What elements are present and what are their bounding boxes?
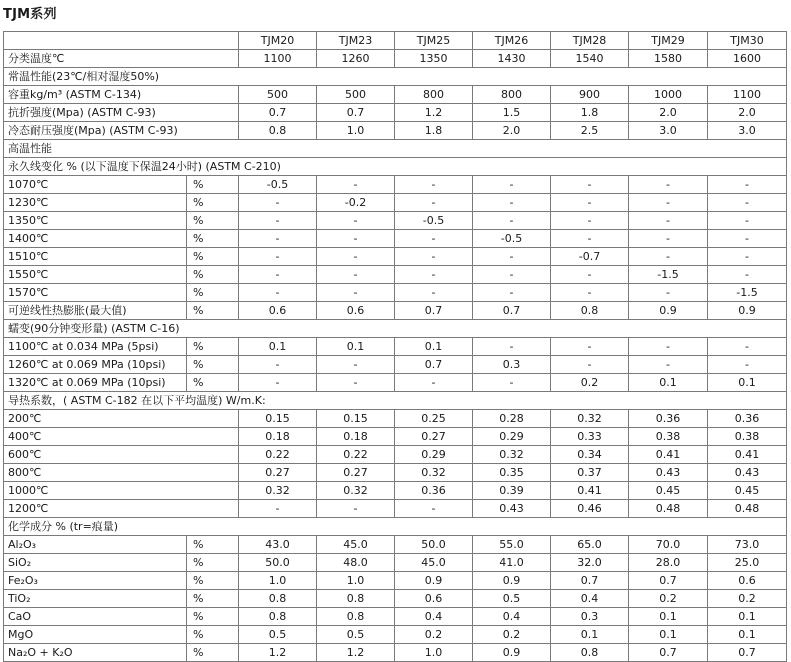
value-cell: 45.0 [317,536,395,554]
linear-change-row [4,230,787,248]
value-cell: - [395,230,473,248]
model-header-cell: TJM29 [629,32,708,50]
value-cell: 0.1 [551,626,629,644]
unit-cell: % [187,374,239,392]
conductivity-row [4,500,787,518]
value-cell: 32.0 [551,554,629,572]
chemical-row [4,590,787,608]
value-cell: -0.5 [473,230,551,248]
conductivity-row [4,446,787,464]
value-cell: -1.5 [708,284,787,302]
value-cell: 0.2 [708,590,787,608]
row-label: 抗折强度(Mpa) (ASTM C-93) [4,104,239,122]
value-cell: 0.5 [239,626,317,644]
value-cell: - [551,266,629,284]
value-cell: 1430 [473,50,551,68]
linear-change-row [4,266,787,284]
value-cell: 0.25 [395,410,473,428]
value-cell: 0.22 [317,446,395,464]
normal-section-title [4,68,787,86]
value-cell: 0.9 [708,302,787,320]
value-cell: - [395,266,473,284]
value-cell: 0.41 [629,446,708,464]
value-cell: - [239,230,317,248]
value-cell: - [395,500,473,518]
value-cell: 0.2 [395,626,473,644]
value-cell: - [317,212,395,230]
row-label: Fe₂O₃ [4,572,187,590]
value-cell: - [629,356,708,374]
value-cell: 0.6 [239,302,317,320]
value-cell: 0.3 [551,608,629,626]
value-cell: - [708,266,787,284]
value-cell: 0.1 [708,608,787,626]
unit-cell: % [187,356,239,374]
value-cell: 0.5 [317,626,395,644]
value-cell: - [551,230,629,248]
value-cell: - [317,374,395,392]
value-cell: 0.45 [629,482,708,500]
value-cell: 0.9 [473,644,551,662]
value-cell: 0.38 [708,428,787,446]
value-cell: 0.27 [239,464,317,482]
value-cell: - [708,338,787,356]
value-cell: 0.41 [708,446,787,464]
value-cell: 3.0 [629,122,708,140]
row-label: 1400℃ [4,230,187,248]
value-cell: 0.7 [317,104,395,122]
value-cell: 0.2 [551,374,629,392]
value-cell: 1.0 [239,572,317,590]
value-cell: 50.0 [395,536,473,554]
model-header-cell: TJM26 [473,32,551,50]
value-cell: - [317,248,395,266]
value-cell: 45.0 [395,554,473,572]
unit-cell: % [187,644,239,662]
creep-row [4,374,787,392]
value-cell: 0.43 [629,464,708,482]
value-cell: 1350 [395,50,473,68]
value-cell: 0.18 [317,428,395,446]
value-cell: - [473,194,551,212]
row-label: 冷态耐压强度(Mpa) (ASTM C-93) [4,122,239,140]
conductivity-row [4,410,787,428]
row-label: CaO [4,608,187,626]
value-cell: 0.46 [551,500,629,518]
value-cell: 0.1 [708,626,787,644]
value-cell: 0.32 [239,482,317,500]
value-cell: 0.1 [629,608,708,626]
value-cell: - [317,230,395,248]
value-cell: 0.7 [629,572,708,590]
unit-cell: % [187,266,239,284]
linear-change-row [4,302,787,320]
value-cell: 43.0 [239,536,317,554]
value-cell: - [551,356,629,374]
model-header-cell: TJM30 [708,32,787,50]
value-cell: 0.6 [708,572,787,590]
unit-cell: % [187,608,239,626]
value-cell: 2.0 [708,104,787,122]
value-cell: 0.1 [317,338,395,356]
value-cell: 1260 [317,50,395,68]
chemical-row [4,644,787,662]
value-cell: 0.33 [551,428,629,446]
value-cell: -0.5 [239,176,317,194]
value-cell: 0.29 [473,428,551,446]
value-cell: 0.36 [395,482,473,500]
row-label: 1550℃ [4,266,187,284]
row-label: 400℃ [4,428,239,446]
row-label: Na₂O + K₂O [4,644,187,662]
value-cell: - [317,176,395,194]
value-cell: 0.8 [239,608,317,626]
value-cell: - [239,356,317,374]
value-cell: 0.9 [629,302,708,320]
value-cell: - [317,500,395,518]
linear-change-row [4,176,787,194]
value-cell: 1580 [629,50,708,68]
value-cell: 0.8 [317,608,395,626]
row-label: MgO [4,626,187,644]
row-label: 200℃ [4,410,239,428]
section-title: 常温性能(23℃/相对湿度50%) [4,68,787,86]
value-cell: 0.1 [395,338,473,356]
value-cell: 500 [239,86,317,104]
value-cell: - [395,248,473,266]
value-cell: - [629,176,708,194]
normal-property-row [4,104,787,122]
value-cell: -0.7 [551,248,629,266]
value-cell: - [551,338,629,356]
value-cell: 1.0 [317,122,395,140]
value-cell: 0.8 [317,590,395,608]
row-label: 1570℃ [4,284,187,302]
value-cell: 2.0 [473,122,551,140]
value-cell: - [239,374,317,392]
spec-table-body [4,32,787,662]
value-cell: 28.0 [629,554,708,572]
unit-cell: % [187,536,239,554]
value-cell: - [708,356,787,374]
normal-property-row [4,86,787,104]
value-cell: - [395,374,473,392]
value-cell: 3.0 [708,122,787,140]
value-cell: 0.35 [473,464,551,482]
value-cell: 73.0 [708,536,787,554]
value-cell: 0.29 [395,446,473,464]
value-cell: - [708,176,787,194]
value-cell: 1.0 [317,572,395,590]
value-cell: 0.22 [239,446,317,464]
section-title: 蠕变(90分钟变形量) (ASTM C-16) [4,320,787,338]
value-cell: 0.18 [239,428,317,446]
value-cell: - [395,284,473,302]
value-cell: - [239,212,317,230]
unit-cell: % [187,590,239,608]
value-cell: 0.1 [239,338,317,356]
value-cell: 0.7 [629,644,708,662]
value-cell: 0.48 [708,500,787,518]
chemical-row [4,536,787,554]
unit-cell: % [187,626,239,644]
row-label: TiO₂ [4,590,187,608]
value-cell: 1100 [708,86,787,104]
value-cell: - [629,194,708,212]
value-cell: 0.38 [629,428,708,446]
value-cell: - [317,356,395,374]
value-cell: - [708,248,787,266]
value-cell: 0.15 [239,410,317,428]
row-label: 1070℃ [4,176,187,194]
conductivity-row [4,464,787,482]
model-header-cell: TJM20 [239,32,317,50]
chemical-row [4,554,787,572]
row-label: 600℃ [4,446,239,464]
conductivity-row [4,482,787,500]
creep-row [4,356,787,374]
linear-change-row [4,248,787,266]
linear-change-row [4,212,787,230]
value-cell: - [708,230,787,248]
unit-cell: % [187,194,239,212]
value-cell: - [708,194,787,212]
value-cell: -1.5 [629,266,708,284]
value-cell: - [239,248,317,266]
value-cell: 1.2 [395,104,473,122]
value-cell: 1.0 [395,644,473,662]
value-cell: 0.7 [473,302,551,320]
value-cell: 0.6 [317,302,395,320]
value-cell: - [473,338,551,356]
value-cell: - [629,248,708,266]
value-cell: 1.8 [395,122,473,140]
chemical-row [4,608,787,626]
value-cell: - [629,230,708,248]
unit-cell: % [187,176,239,194]
value-cell: - [551,194,629,212]
value-cell: - [551,284,629,302]
value-cell: 0.34 [551,446,629,464]
value-cell: 0.7 [395,356,473,374]
chemical-row [4,626,787,644]
row-label: 容重kg/m³ (ASTM C-134) [4,86,239,104]
value-cell: - [629,284,708,302]
value-cell: - [395,194,473,212]
value-cell: - [239,284,317,302]
value-cell: 0.39 [473,482,551,500]
value-cell: 0.32 [317,482,395,500]
linear-change-row [4,284,787,302]
value-cell: 1.2 [239,644,317,662]
value-cell: 1.8 [551,104,629,122]
value-cell: 0.48 [629,500,708,518]
value-cell: 0.43 [473,500,551,518]
value-cell: - [473,212,551,230]
value-cell: 0.45 [708,482,787,500]
section-title: 化学成分 % (tr=痕量) [4,518,787,536]
conductivity-title [4,392,787,410]
value-cell: - [551,212,629,230]
value-cell: 1100 [239,50,317,68]
value-cell: - [317,284,395,302]
value-cell: 0.32 [473,446,551,464]
section-title: 永久线变化 % (以下温度下保温24小时) (ASTM C-210) [4,158,787,176]
value-cell: 0.41 [551,482,629,500]
row-label: 1200℃ [4,500,239,518]
row-label: 1320℃ at 0.069 MPa (10psi) [4,374,187,392]
unit-cell: % [187,230,239,248]
value-cell: - [239,500,317,518]
unit-cell: % [187,554,239,572]
value-cell: 0.8 [239,590,317,608]
row-label: 1230℃ [4,194,187,212]
value-cell: 0.7 [708,644,787,662]
value-cell: 0.7 [239,104,317,122]
value-cell: 0.28 [473,410,551,428]
normal-property-row [4,122,787,140]
value-cell: 0.27 [317,464,395,482]
spec-table [3,31,787,662]
value-cell: -0.5 [395,212,473,230]
value-cell: 70.0 [629,536,708,554]
value-cell: 2.5 [551,122,629,140]
document-title: TJM系列 [3,7,57,22]
value-cell: 800 [395,86,473,104]
value-cell: 800 [473,86,551,104]
value-cell: - [395,176,473,194]
value-cell: 0.1 [629,626,708,644]
header-row [4,32,787,50]
value-cell: - [708,212,787,230]
value-cell: 2.0 [629,104,708,122]
row-label: 1350℃ [4,212,187,230]
value-cell: 1600 [708,50,787,68]
value-cell: 0.37 [551,464,629,482]
row-label: 1000℃ [4,482,239,500]
value-cell: 0.15 [317,410,395,428]
value-cell: 1540 [551,50,629,68]
value-cell: 0.7 [395,302,473,320]
value-cell: 0.3 [473,356,551,374]
value-cell: - [551,176,629,194]
row-label: 1100℃ at 0.034 MPa (5psi) [4,338,187,356]
value-cell: 25.0 [708,554,787,572]
value-cell: 55.0 [473,536,551,554]
value-cell: 1000 [629,86,708,104]
creep-row [4,338,787,356]
value-cell: 41.0 [473,554,551,572]
model-header-cell: TJM25 [395,32,473,50]
value-cell: - [473,266,551,284]
unit-cell: % [187,248,239,266]
chemical-row [4,572,787,590]
section-title: 高温性能 [4,140,787,158]
row-label: Al₂O₃ [4,536,187,554]
row-label: 可逆线性热膨胀(最大值) [4,302,187,320]
unit-cell: % [187,338,239,356]
high-section-title [4,140,787,158]
model-header-cell: TJM23 [317,32,395,50]
classification-row [4,50,787,68]
value-cell: - [239,266,317,284]
chemical-title [4,518,787,536]
value-cell: 0.9 [473,572,551,590]
value-cell: 0.4 [473,608,551,626]
value-cell: 65.0 [551,536,629,554]
value-cell: 50.0 [239,554,317,572]
value-cell: 0.32 [395,464,473,482]
header-blank-cell [4,32,239,50]
value-cell: 0.27 [395,428,473,446]
value-cell: 48.0 [317,554,395,572]
value-cell: 0.32 [551,410,629,428]
unit-cell: % [187,284,239,302]
value-cell: - [473,284,551,302]
value-cell: 0.8 [551,302,629,320]
value-cell: 0.36 [629,410,708,428]
value-cell: - [317,266,395,284]
value-cell: - [239,194,317,212]
value-cell: -0.2 [317,194,395,212]
section-title: 导热系数，( ASTM C-182 在以下平均温度) W/m.K: [4,392,787,410]
value-cell: 0.4 [551,590,629,608]
value-cell: 0.43 [708,464,787,482]
value-cell: 0.1 [629,374,708,392]
value-cell: 900 [551,86,629,104]
value-cell: 0.4 [395,608,473,626]
value-cell: - [473,176,551,194]
row-label: 1510℃ [4,248,187,266]
creep-title [4,320,787,338]
unit-cell: % [187,212,239,230]
value-cell: 0.8 [551,644,629,662]
row-label: SiO₂ [4,554,187,572]
value-cell: 0.1 [708,374,787,392]
row-label: 1260℃ at 0.069 MPa (10psi) [4,356,187,374]
value-cell: 0.6 [395,590,473,608]
value-cell: 0.36 [708,410,787,428]
value-cell: - [473,374,551,392]
row-label: 800℃ [4,464,239,482]
unit-cell: % [187,572,239,590]
value-cell: - [629,338,708,356]
value-cell: - [629,212,708,230]
value-cell: 500 [317,86,395,104]
conductivity-row [4,428,787,446]
value-cell: 1.5 [473,104,551,122]
row-label: 分类温度℃ [4,50,239,68]
value-cell: 0.5 [473,590,551,608]
value-cell: 1.2 [317,644,395,662]
value-cell: 0.2 [629,590,708,608]
value-cell: 0.2 [473,626,551,644]
value-cell: - [473,248,551,266]
linear-change-title [4,158,787,176]
model-header-cell: TJM28 [551,32,629,50]
unit-cell: % [187,302,239,320]
linear-change-row [4,194,787,212]
value-cell: 0.9 [395,572,473,590]
value-cell: 0.7 [551,572,629,590]
value-cell: 0.8 [239,122,317,140]
